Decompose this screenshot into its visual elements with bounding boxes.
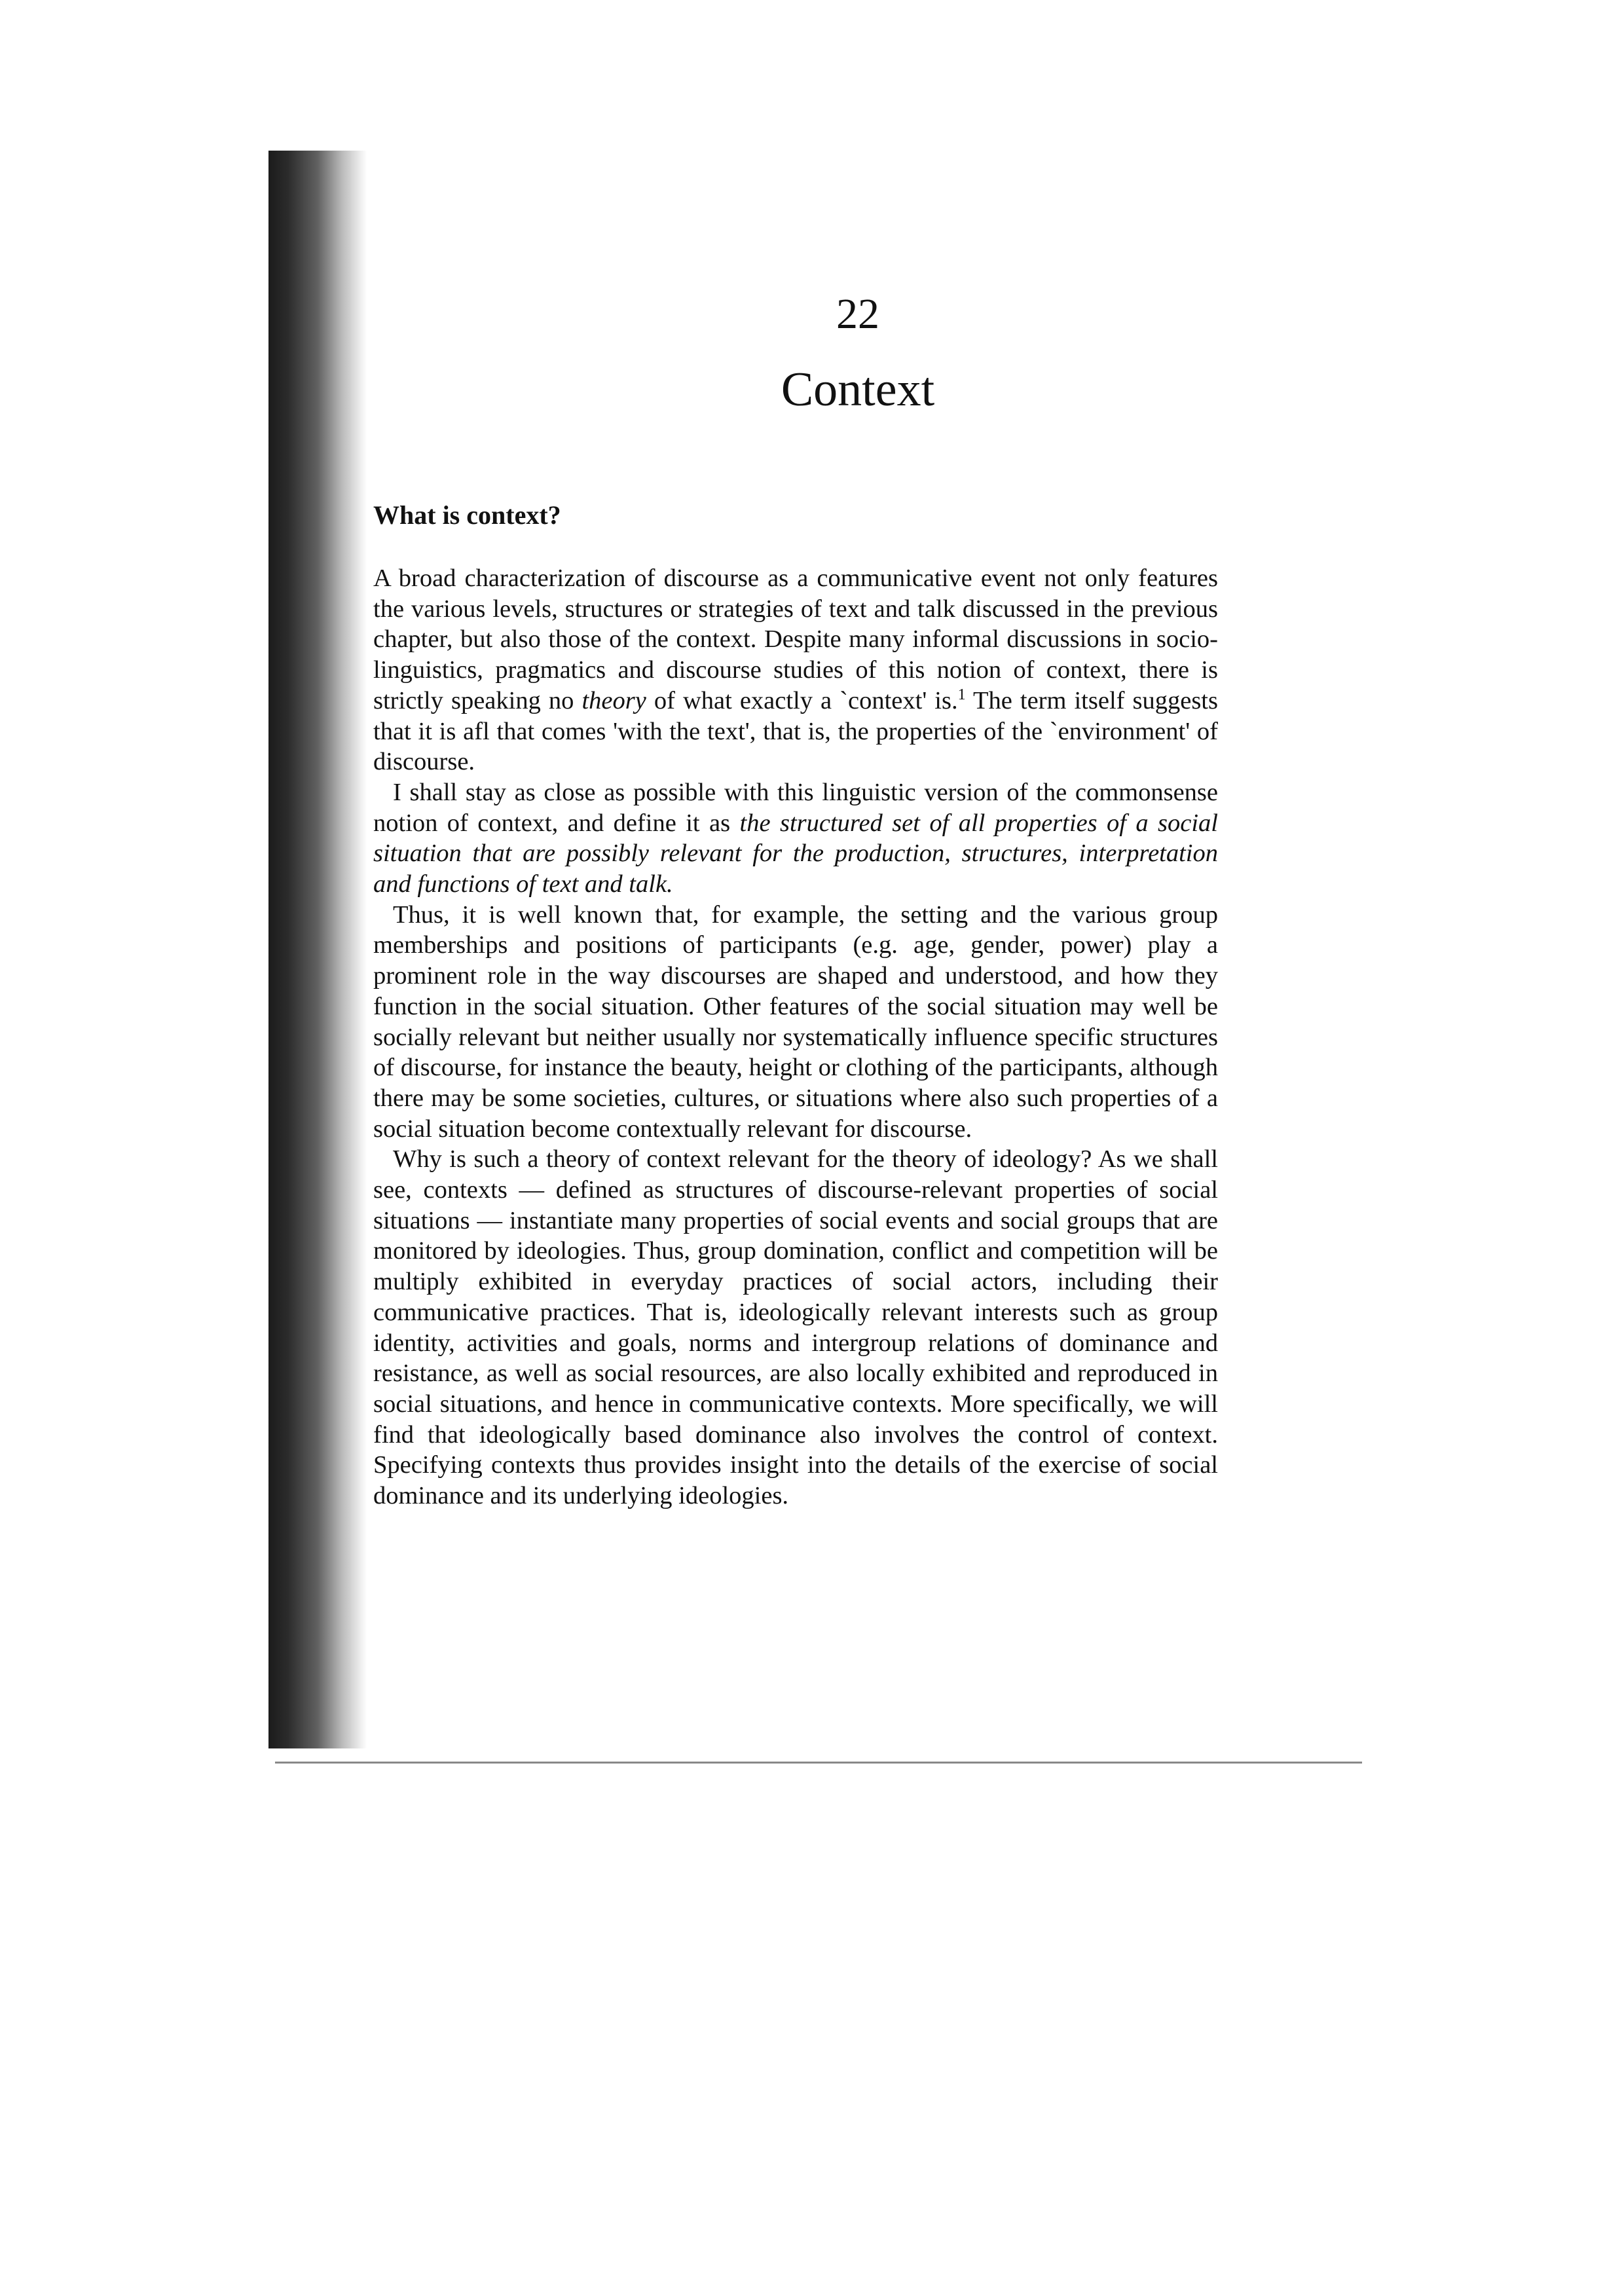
paragraph-1-text-c: of what exactly a `context' is. <box>646 686 958 714</box>
paragraph-3: Thus, it is well known that, for example, the setting and the various group memberships and positions of participants (e.g. age, gender, power) play a prominent role in the way discourses are shaped and understood, and how they function in the social situation. Other features of the social situation may well be socially relevant but neither usually nor systematically influence specific structures of discourse, for instance the beauty, height or clothing of the participants, although there may be some societies, cultures, or situations where also such properties of a social situation become contextually relevant for discourse. <box>373 900 1218 1143</box>
page-bottom-rule <box>275 1762 1362 1764</box>
section-heading: What is context? <box>373 500 561 530</box>
paragraph-2 <box>373 777 1218 900</box>
paragraph-1 <box>373 563 1218 777</box>
paragraph-1-text-d: The term itself suggests that it is afl that comes 'with the text', that is, the properties of the `environment' of discourse. <box>373 686 1218 776</box>
chapter-number: 22 <box>836 290 879 338</box>
paragraph-4: Why is such a theory of context relevant for the theory of ideology? As we shall see, contexts — defined as structures of discourse-relevant properties of social situations — instantiate many properties of social events and social groups that are monitored by ideologies. Thus, group domination, conflict and competition will be multiply exhibited in everyday practices of social actors, including their communicative practices. That is, ideologically relevant interests such as group identity, activities and goals, norms and intergroup relations of dominance and resistance, as well as social resources, are also locally exhibited and reproduced in social situations, and hence in communicative contexts. More specifically, we will find that ideologically based dominance also involves the control of context. Specifying contexts thus provides insight into the details of the exercise of social dominance and its underlying ideologies. <box>373 1145 1218 1510</box>
paragraph-1-text-a: A broad characterization of discourse as a communicative event not only features the various levels, structures or strategies of text and talk discussed in the previous chapter, but also those of the context. Despite many informal discussions in socio-linguistics, pragmatics and discourse studies of this notion of context, there is strictly speaking no <box>373 564 1218 714</box>
paragraph-2-definition: the structured set of all properties of a social situation that are possibly relevant for the production, structures, interpretation and functions of text and talk. <box>373 809 1219 898</box>
footnote-marker: 1 <box>957 686 966 703</box>
paragraph-2-text-a: I shall stay as close as possible with this linguistic version of the commonsense notion of context, and define it as <box>373 778 1218 837</box>
scan-shadow-edge <box>268 151 367 1748</box>
chapter-title: Context <box>781 363 935 416</box>
book-page <box>373 288 1218 1511</box>
paragraph-1-emphasis: theory <box>581 686 646 714</box>
